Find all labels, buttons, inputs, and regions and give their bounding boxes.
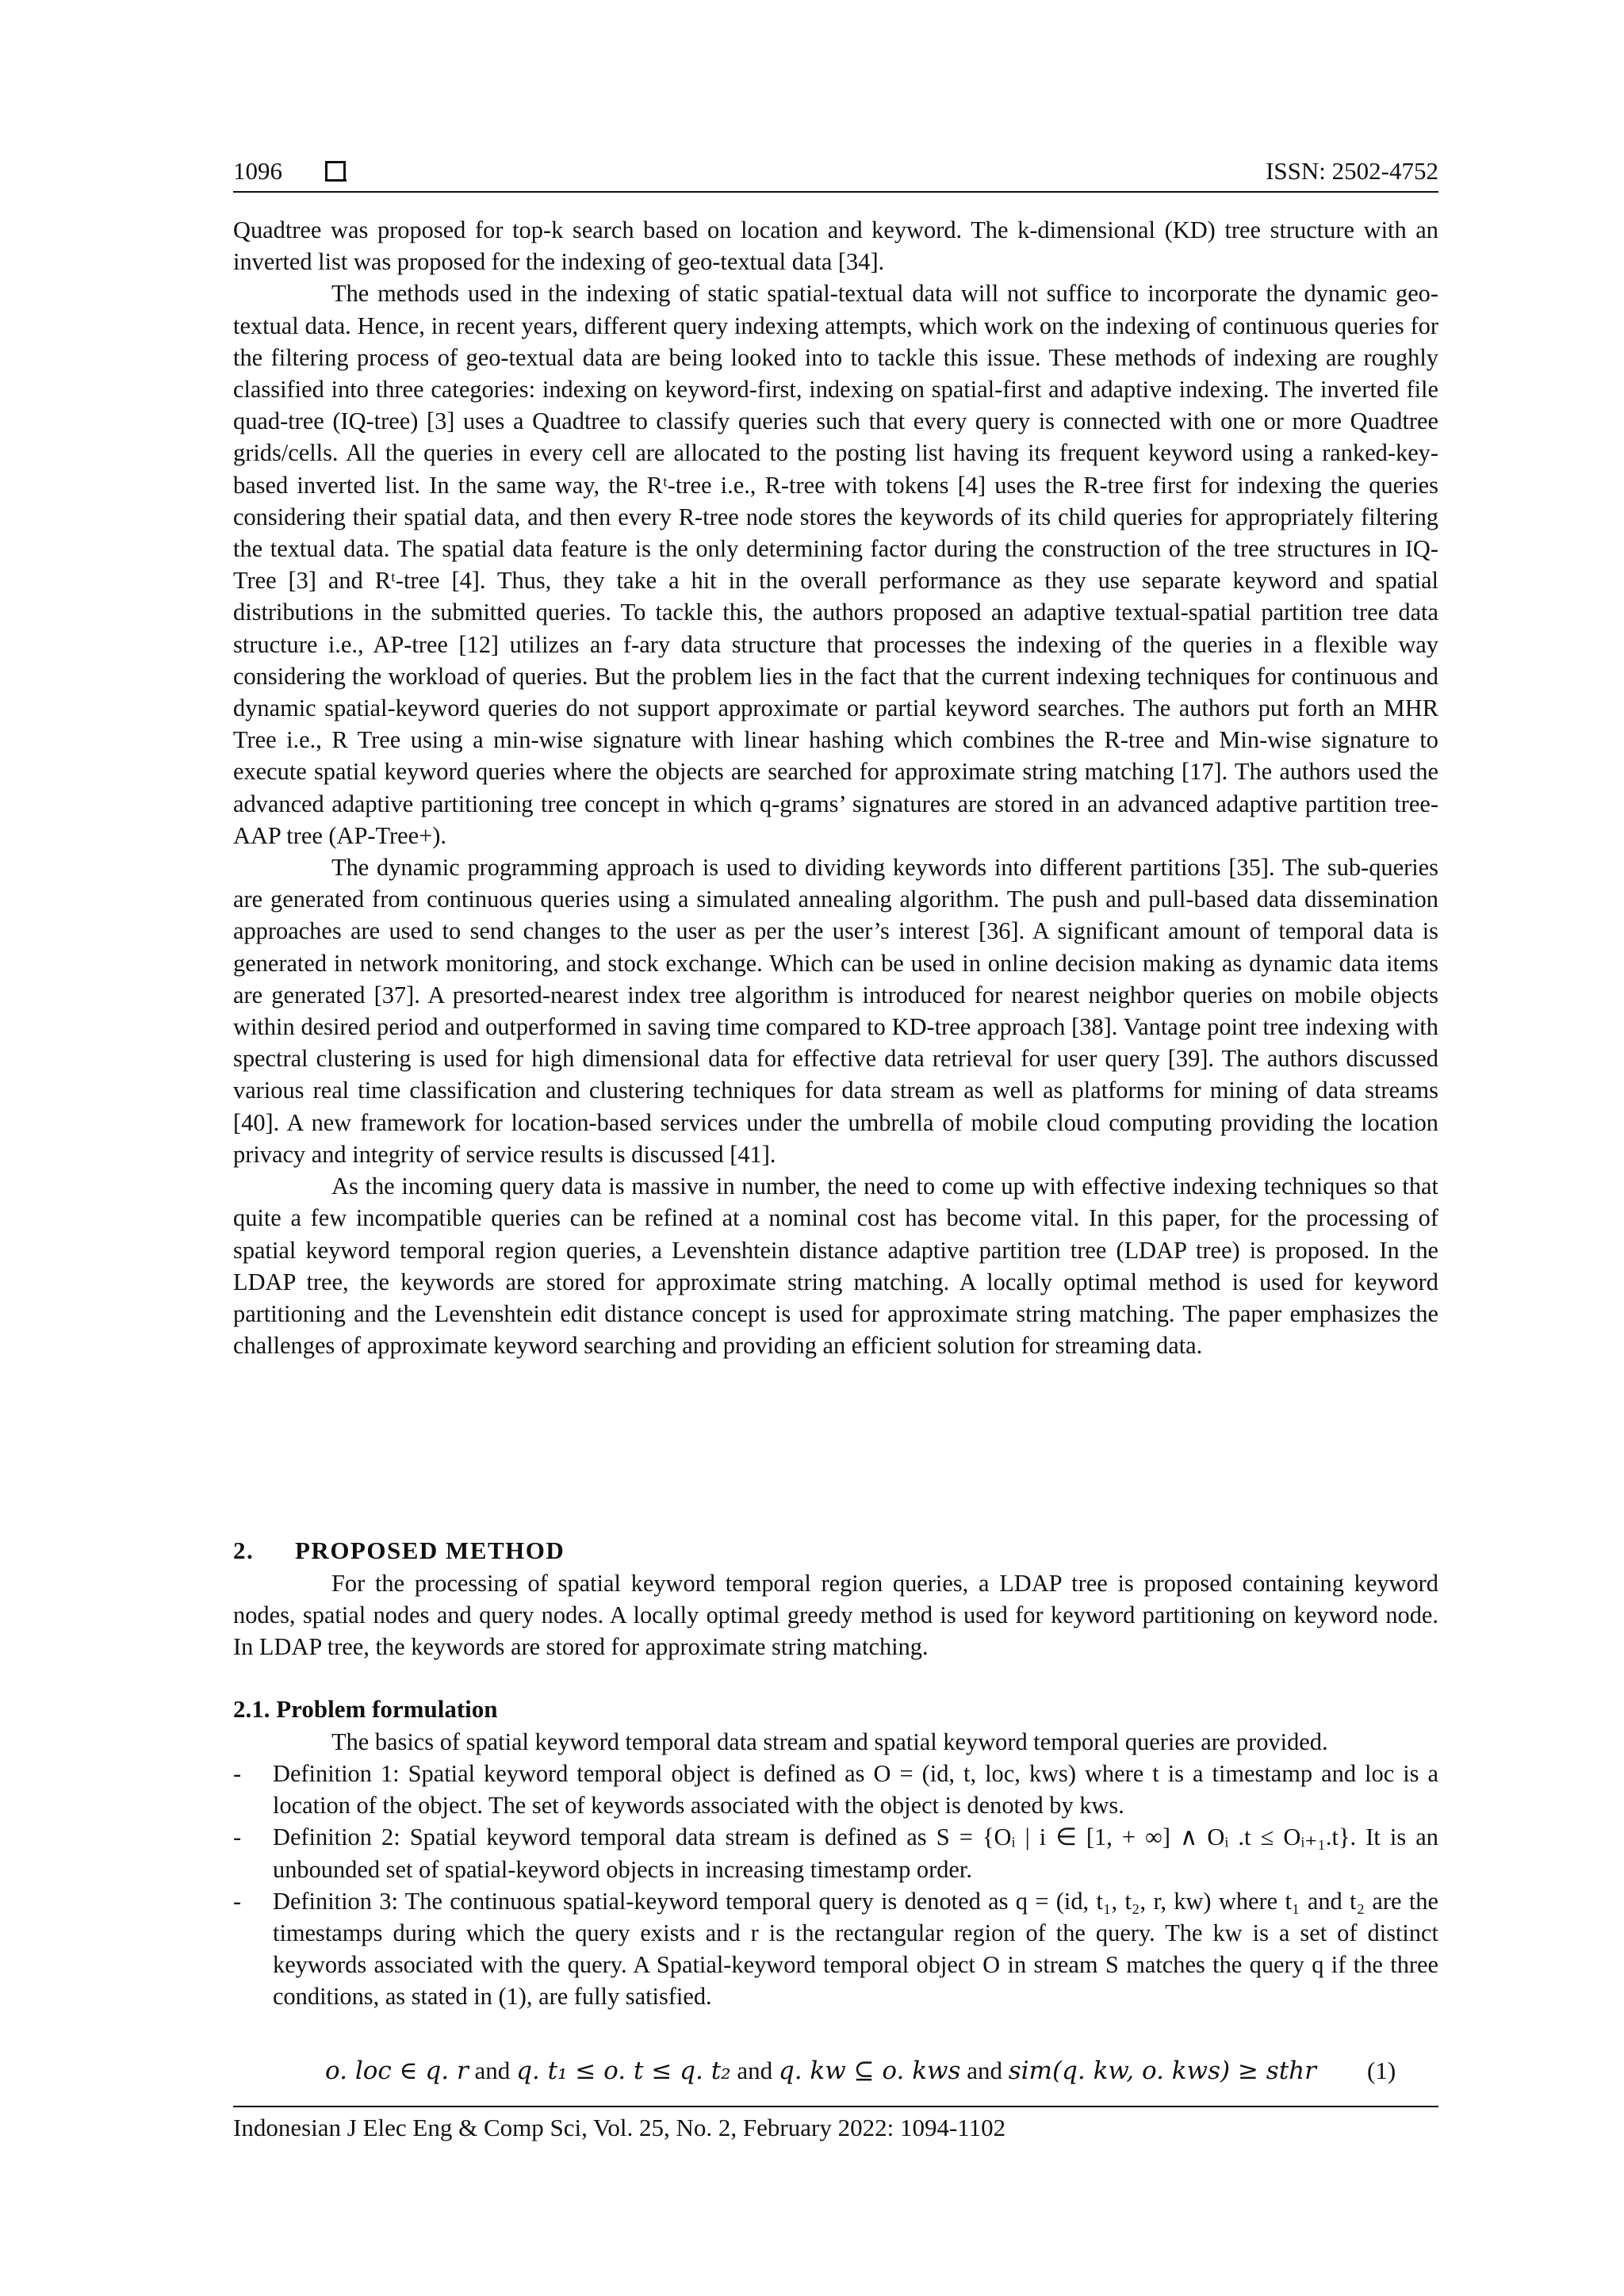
section-intro: For the processing of spatial keyword temporal region queries, a LDAP tree is proposed containing keyword nodes, spatial nodes and query nodes. A locally optimal greedy method is used for keyword partitioning on keyword node. In LDAP tree, the keywords are stored for approximate string matching. [233,1570,1438,1661]
definition-1: Definition 1: Spatial keyword temporal object is defined as O = (id, t, loc, kws) where t is a timestamp and loc is a location of the object. The set of keywords associated with the object is denoted by kws. [273,1760,1438,1820]
equation-number: (1) [1367,2057,1396,2084]
section-heading [233,1535,565,1567]
footer-rule [233,2106,1438,2107]
definition-list [233,1758,1438,2013]
list-dash: - [233,1887,242,1915]
equation-connector: and [960,2057,1009,2084]
body-text [233,214,1438,1361]
checkbox-square-icon [325,161,346,182]
paragraph-2: The methods used in the indexing of static spatial-textual data will not suffice to incorporate the dynamic geo-textual data. Hence, in recent years, different query indexing attempts, which work on the indexing of continuous queries for the filtering process of geo-textual data are being looked into to tackle this issue. These methods of indexing are roughly classified into three categories: indexing on keyword-first, indexing on spatial-first and adaptive indexing. The inverted file quad-tree (IQ-tree) [3] uses a Quadtree to classify queries such that every query is connected with one or more Quadtree grids/cells. All the queries in every cell are allocated to the posting list having its frequent keyword using a ranked-key-based inverted list. In the same way, the Rᵗ-tree i.e., R-tree with tokens [4] uses the R-tree first for indexing the queries considering their spatial data, and then every R-tree node stores the keywords of its child queries for appropriately filtering the textual data. The spatial data feature is the only determining factor during the construction of the tree structures in IQ-Tree [3] and Rᵗ-tree [4]. Thus, they take a hit in the overall performance as they use separate keyword and spatial distributions in the submitted queries. To tackle this, the authors proposed an adaptive textual-spatial partition tree data structure i.e., AP-tree [12] utilizes an f-ary data structure that processes the indexing of the queries in a flexible way considering the workload of queries. But the problem lies in the fact that the current indexing techniques for continuous and dynamic spatial-keyword queries do not support approximate or partial keyword searches. The authors put forth an MHR Tree i.e., R Tree using a min-wise signature with linear hashing which combines the R-tree and Min-wise signature to execute spatial keyword queries where the objects are searched for approximate string matching [17]. The authors used the advanced adaptive partitioning tree concept in which q-grams’ signatures are stored in an advanced adaptive partition tree-AAP tree (AP-Tree+). [233,280,1438,849]
definition-item [233,1821,1438,1885]
definition-2: Definition 2: Spatial keyword temporal data stream is defined as S = {Oᵢ | i ∈ [1, + ∞] ∧ Oᵢ .t ≤ Oᵢ₊₁.t}. It is an unbounded set of spatial-keyword objects in increasing timestamp order. [273,1823,1438,1883]
section-title: PROPOSED METHOD [295,1536,565,1564]
page-header [233,155,1438,192]
equation-term-similarity: sim(q. kw, o. kws) ≥ sthr [1008,2057,1316,2085]
paragraph-3: The dynamic programming approach is used to dividing keywords into different partitions [35]. The sub-queries are generated from continuous queries using a simulated annealing algorithm. The push and pull-based data dissemination approaches are used to send changes to the user as per the user’s interest [36]. A significant amount of temporal data is generated in network monitoring, and stock exchange. Which can be used in online decision making as dynamic data items are generated [37]. A presorted-nearest index tree algorithm is introduced for nearest neighbor queries on mobile objects within desired period and outperformed in saving time compared to KD-tree approach [38]. Vantage point tree indexing with spectral clustering is used for high dimensional data for effective data retrieval for user query [39]. The authors discussed various real time classification and clustering techniques for data stream as well as platforms for mining of data streams [40]. A new framework for location-based services under the umbrella of mobile cloud computing providing the location privacy and integrity of service results is discussed [41]. [233,854,1438,1168]
header-rule [233,191,1438,193]
equation-1 [325,2053,1396,2088]
equation-connector: and [468,2057,517,2084]
section-number: 2. [233,1536,255,1564]
subsection-heading: 2.1. Problem formulation [233,1695,498,1723]
equation-term-time: q. t₁ ≤ o. t ≤ q. t₂ [516,2057,731,2085]
paragraph-4: As the incoming query data is massive in number, the need to come up with effective indexing techniques so that quite a few incompatible queries can be refined at a nominal cost has become vital. In this paper, for the processing of spatial keyword temporal region queries, a Levenshtein distance adaptive partition tree (LDAP tree) is proposed. In the LDAP tree, the keywords are stored for approximate string matching. A locally optimal method is used for keyword partitioning and the Levenshtein edit distance concept is used for approximate string matching. The paper emphasizes the challenges of approximate keyword searching and providing an efficient solution for streaming data. [233,1173,1438,1360]
subsection-intro: The basics of spatial keyword temporal data stream and spatial keyword temporal queries are provided. [331,1728,1328,1755]
equation-connector: and [730,2057,779,2084]
issn-label: ISSN: 2502-4752 [1266,157,1438,185]
page-number: 1096 [233,157,282,185]
equation-term-keywords: q. kw ⊆ o. kws [778,2057,961,2085]
definition-3: Definition 3: The continuous spatial-keyword temporal query is denoted as q = (id, t₁, t₂, r, kw) where t₁ and t₂ are the timestamps during which the query exists and r is the rectangular region of the query. The kw is a set of distinct keywords associated with the query. A Spatial-keyword temporal object O in stream S matches the query q if the three conditions, as stated in (1), are fully satisfied. [273,1887,1438,2011]
definition-item [233,1885,1438,2013]
definition-item [233,1758,1438,1821]
paragraph-1: Quadtree was proposed for top-k search based on location and keyword. The k-dimensional (KD) tree structure with an inverted list was proposed for the indexing of geo-textual data [34]. [233,216,1438,276]
equation-term-location: o. loc ∈ q. r [325,2057,469,2085]
list-dash: - [233,1760,242,1787]
page-footer: Indonesian J Elec Eng & Comp Sci, Vol. 25, No. 2, February 2022: 1094-1102 [233,2114,1006,2141]
list-dash: - [233,1823,242,1851]
